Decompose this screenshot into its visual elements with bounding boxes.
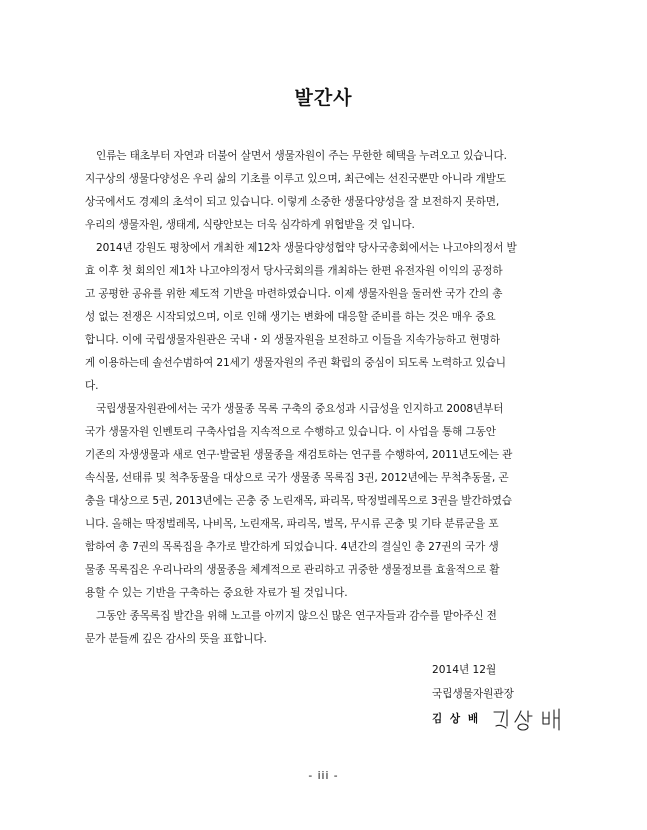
- page-number: - iii -: [308, 770, 339, 782]
- text-line: 충을 대상으로 5권, 2013년에는 곤충 중 노린재목, 파리목, 딱정벌레목으로 3권을 발간하였습: [85, 495, 512, 507]
- text-line: 2014년 강원도 평창에서 개최한 제12차 생물다양성협약 당사국총회에서는 나고야의정서 발: [96, 242, 517, 254]
- text-line: 우리의 생물자원, 생태계, 식량안보는 더욱 심각하게 위협받을 것 입니다.: [85, 219, 415, 231]
- paragraph: [85, 398, 585, 605]
- text-line: 함하여 총 7권의 목록집을 추가로 발간하게 되었습니다. 4년간의 결실인 총 27권의 국가 생: [85, 541, 499, 553]
- paragraph: [85, 145, 585, 237]
- signature-position: 국립생물자원관장: [432, 688, 514, 700]
- text-line: 물종 목록집은 우리나라의 생물종을 체계적으로 관리하고 귀중한 생물정보를 효율적으로 활: [85, 564, 500, 576]
- text-line: 속식물, 선태류 및 척추동물을 대상으로 국가 생물종 목록집 3권, 2012년에는 무척추동물, 곤: [85, 472, 509, 484]
- text-line: 국가 생물자원 인벤토리 구축사업을 지속적으로 수행하고 있습니다. 이 사업을 통해 그동안: [85, 426, 496, 438]
- paragraph: [85, 605, 585, 651]
- text-line: 인류는 태초부터 자연과 더불어 살면서 생물자원이 주는 무한한 혜택을 누려오고 있습니다.: [96, 150, 507, 162]
- signature-name: 김 상 배: [432, 713, 481, 725]
- signature-block: [432, 658, 632, 732]
- text-line: 니다. 올해는 딱정벌레목, 나비목, 노린재목, 파리목, 벌목, 무시류 곤충 및 기타 분류군을 포: [85, 518, 499, 530]
- page-title: 발간사: [294, 87, 353, 109]
- text-line: 효 이후 첫 회의인 제1차 나고야의정서 당사국회의를 개최하는 한편 유전자원 이익의 공정하: [85, 265, 503, 277]
- paragraph: [85, 237, 585, 398]
- handwritten-signature: [491, 706, 573, 732]
- text-line: 성 없는 전쟁은 시작되었으며, 이로 인해 생기는 변화에 대응할 준비를 하는 것은 매우 중요: [85, 311, 496, 323]
- text-line: 고 공평한 공유를 위한 제도적 기반을 마련하였습니다. 이제 생물자원을 둘러싼 국가 간의 총: [85, 288, 503, 300]
- text-line: 다.: [85, 380, 99, 392]
- text-line: 합니다. 이에 국립생물자원관은 국내・외 생물자원을 보전하고 이들을 지속가능하고 현명하: [85, 334, 500, 346]
- text-line: 지구상의 생물다양성은 우리 삶의 기초를 이루고 있으며, 최근에는 선진국뿐만 아니라 개발도: [85, 173, 507, 185]
- text-line: 그동안 종목록집 발간을 위해 노고를 아끼지 않으신 많은 연구자들과 감수를 맡아주신 전: [96, 610, 497, 622]
- text-line: 기존의 자생생물과 새로 연구·발굴된 생물종을 재검토하는 연구를 수행하여, 2011년도에는 관: [85, 449, 513, 461]
- text-line: 국립생물자원관에서는 국가 생물종 목록 구축의 중요성과 시급성을 인지하고 2008년부터: [96, 403, 504, 415]
- text-line: 상국에서도 경제의 초석이 되고 있습니다. 이렇게 소중한 생물다양성을 잘 보전하지 못하면,: [85, 196, 500, 208]
- signature-name-line: [432, 706, 632, 732]
- text-line: 문가 분들께 깊은 감사의 뜻을 표합니다.: [85, 633, 267, 645]
- text-line: 게 이용하는데 솔선수범하여 21세기 생물자원의 주권 확립의 중심이 되도록 노력하고 있습니: [85, 357, 506, 369]
- text-line: 용할 수 있는 기반을 구축하는 중요한 자료가 될 것입니다.: [85, 587, 348, 599]
- foreword-body: [85, 145, 585, 651]
- signature-date: 2014년 12월: [432, 664, 497, 676]
